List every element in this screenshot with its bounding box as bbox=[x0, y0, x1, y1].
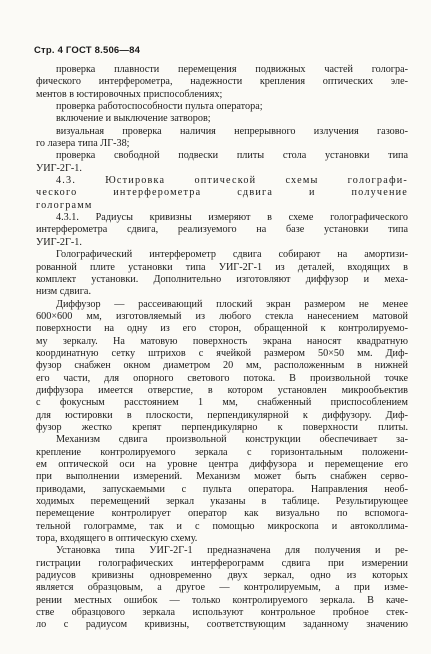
text-line: Голографический интерферометр сдвига собирают на амортизи- bbox=[56, 249, 408, 261]
text-line: фузор снабжен окном диаметром 20 мм, расположенным в нижней bbox=[36, 360, 408, 372]
text-line: Установка типа УИГ-2Г-1 предназначена для получения и ре- bbox=[56, 545, 408, 557]
text-line: гистрации голографических интерферограмм сдвига при измерении bbox=[36, 557, 408, 569]
text-line: голограмм bbox=[36, 199, 93, 211]
text-line: проверка свободной подвески плиты стола установки типа bbox=[56, 150, 408, 162]
text-line: является образцовым, а другое — контролируемым, а при изме- bbox=[36, 582, 408, 594]
text-line: стве образцового зеркала используют контрольное пробное стек- bbox=[36, 607, 408, 619]
text-line: визуальная проверка наличия непрерывного излучения газово- bbox=[56, 125, 408, 137]
text-line: Диффузор — рассеивающий плоский экран размером не менее bbox=[56, 298, 408, 310]
text-line: 4.3. Юстировка оптической схемы голографи- bbox=[56, 175, 408, 187]
text-line: рении местных ошибок — только контролируемого зеркала. В каче- bbox=[36, 594, 408, 606]
text-line: перемещение контролирует оператор как визуально по вспомога- bbox=[36, 508, 408, 520]
text-line: проверка плавности перемещения подвижных частей гологра- bbox=[56, 64, 408, 75]
text-line: комплект установки. Дополнительно изготовляют диффузор и меха- bbox=[36, 273, 408, 285]
text-line: включение и выключение затворов; bbox=[56, 113, 211, 125]
text-line: фического интерферометра, надежности крепления оптических эле- bbox=[36, 76, 408, 88]
text-line: координатную сетку штрихов с ячейкой размером 50×50 мм. Диф- bbox=[36, 347, 408, 359]
text-line: УИГ-2Г-1. bbox=[36, 162, 82, 174]
text-line: ем оптической оси на уровне центра диффузора и перемещение его bbox=[36, 459, 408, 470]
text-line: приводами, запускаемыми с пульта оператора. Направления необ- bbox=[36, 483, 408, 495]
text-line: проверка работоспособности пульта оператора; bbox=[56, 101, 263, 113]
text-line: му зеркалу. На матовую поверхность экрана наносят квадратную bbox=[36, 335, 408, 347]
text-line: ло с радиусом кривизны, соответствующим заданному значению bbox=[36, 619, 408, 631]
text-line: УИГ-2Г-1. bbox=[36, 236, 82, 248]
text-line: интерферометра сдвига, реализуемого на базе установки типа bbox=[36, 224, 408, 236]
text-line: го лазера типа ЛГ-38; bbox=[36, 138, 130, 150]
text-line: диффузора имеется отверстие, в котором установлен микрообъектив bbox=[36, 384, 408, 396]
text-line: 4.3.1. Радиусы кривизны измеряют в схеме голографического bbox=[56, 212, 408, 224]
text-line: радиусов кривизны одновременно двух зеркал, одно из которых bbox=[36, 570, 408, 582]
text-line: поверхности на одну из его сторон, обращенной к контролируемо- bbox=[36, 323, 408, 335]
text-line: ческого интерферометра сдвига и получение bbox=[36, 187, 408, 199]
text-line: Механизм сдвига произвольной конструкции обеспечивает за- bbox=[56, 434, 408, 446]
page-header: Стр. 4 ГОСТ 8.506—84 bbox=[34, 45, 141, 56]
text-line: при выполнении измерений. Механизм может быть снабжен серво- bbox=[36, 471, 408, 483]
text-line: с фокусным расстоянием 1 мм, снабженный приспособлением bbox=[36, 397, 408, 409]
text-line: его части, для опорного светового потока. В произвольной точке bbox=[36, 372, 408, 384]
text-line: ментов в юстировочных приспособлениях; bbox=[36, 88, 223, 100]
text-line: тельной голограмме, так и с помощью микроскопа и автоколлима- bbox=[36, 520, 408, 532]
text-line: 600×600 мм, изготовляемый из любого стекла нанесением матовой bbox=[36, 310, 408, 322]
text-line: тора, входящего в оптическую схему. bbox=[36, 533, 198, 545]
text-line: крепление контролируемого зеркала с горизонтальным положени- bbox=[36, 446, 408, 458]
text-line: ходимых перемещений зеркал указаны в таблице. Результирующее bbox=[36, 496, 408, 508]
text-line: низм сдвига. bbox=[36, 286, 91, 298]
document-body bbox=[36, 64, 408, 632]
text-line: фузор жестко крепят перпендикулярно к поверхности плиты. bbox=[36, 421, 408, 433]
text-line: для юстировки в плоскости, перпендикулярной к диффузору. Диф- bbox=[36, 409, 408, 421]
text-line: рованной плите установки типа УИГ-2Г-1 из деталей, входящих в bbox=[36, 261, 408, 273]
